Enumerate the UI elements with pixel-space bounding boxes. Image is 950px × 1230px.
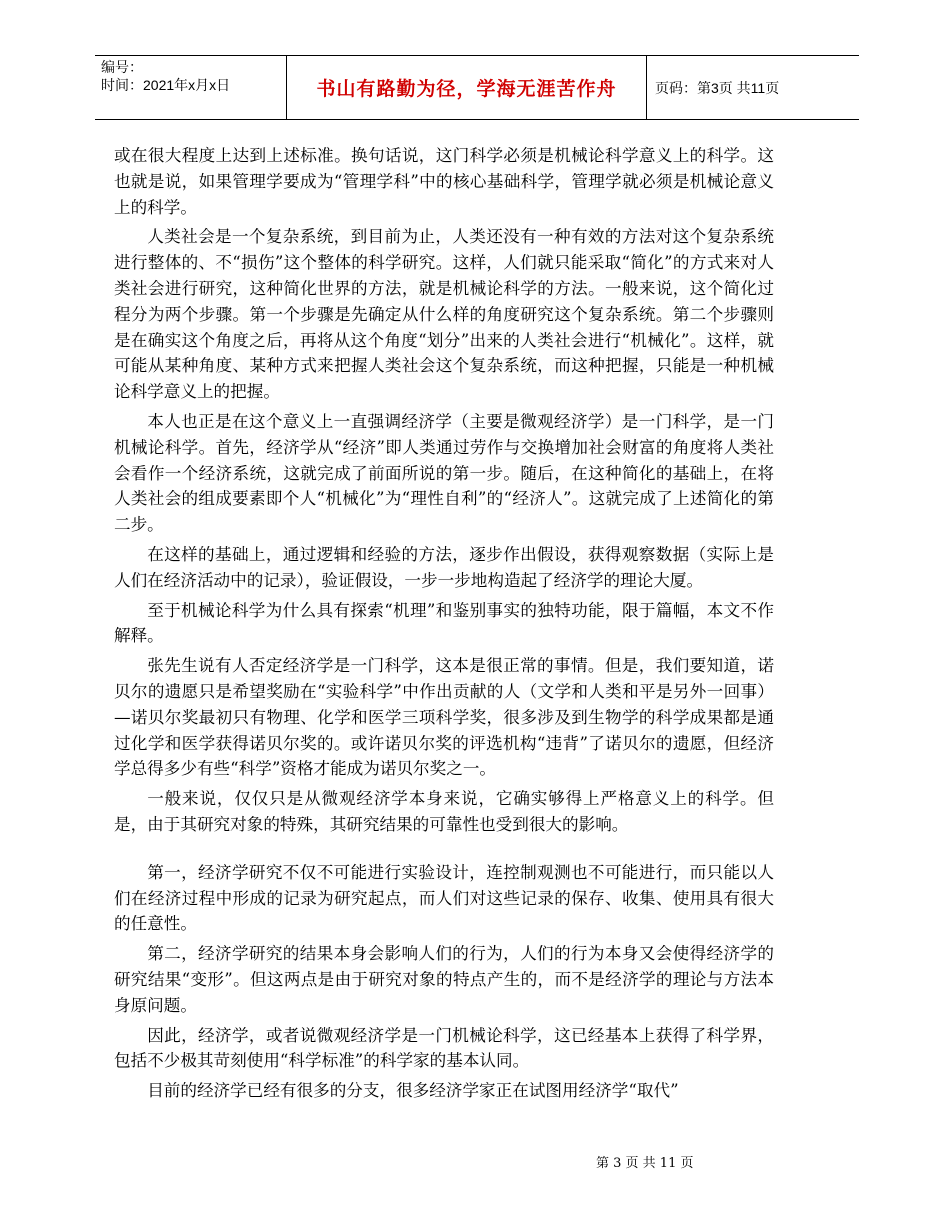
paragraph: 在这样的基础上，通过逻辑和经验的方法，逐步作出假设，获得观察数据（实际上是人们在经济活动中的记录），验证假设，一步一步地构造起了经济学的理论大厦。 — [114, 544, 774, 590]
number-label: 编号： — [101, 59, 143, 75]
paragraph: 目前的经济学已经有很多的分支，很多经济学家正在试图用经济学“取代” — [147, 1081, 679, 1101]
paragraph: 第一，经济学研究不仅不可能进行实验设计，连控制观测也不可能进行，而只能以人们在经济过程中形成的记录为研究起点，而人们对这些记录的保存、收集、使用具有很大的任意性。 — [114, 862, 774, 934]
header-motto: 书山有路勤为径，学海无涯苦作舟 — [286, 56, 647, 119]
paragraph-continuation: 或在很大程度上达到上述标准。换句话说，这门科学必须是机械论科学意义上的科学。这也就是说，如果管理学要成为“管理学科”中的核心基础科学，管理学就必须是机械论意义上的科学。 — [114, 146, 774, 217]
page-footer — [0, 1152, 950, 1171]
paragraph: 第二，经济学研究的结果本身会影响人们的行为，人们的行为本身又会使得经济学的研究结果“变形”。但这两点是由于研究对象的特点产生的，而不是经济学的理论与方法本身原问题。 — [114, 944, 774, 1015]
document-body — [114, 143, 774, 1108]
header-table — [95, 55, 859, 120]
paragraph: 至于机械论科学为什么具有探索“机理”和鉴别事实的独特功能，限于篇幅，本文不作解释。 — [114, 600, 774, 646]
paragraph: 一般来说，仅仅只是从微观经济学本身来说，它确实够得上严格意义上的科学。但是，由于其研究对象的特殊，其研究结果的可靠性也受到很大的影响。 — [114, 789, 774, 834]
footer-page-number: 第 3 页 共 11 页 — [596, 1156, 694, 1171]
time-label: 时间：2021年x月x日 — [101, 77, 231, 93]
paragraph: 张先生说有人否定经济学是一门科学，这本是很正常的事情。但是，我们要知道，诺贝尔的遗愿只是希望奖励在“实验科学”中作出贡献的人（文学和人类和平是另外一回事）—诺贝尔奖最初只有物理、化学和医学三项科学奖，很多涉及到生物学的科学成果都是通过化学和医学获得诺贝尔奖的。或许诺贝尔奖的评选机构“违背”了诺贝尔的遗愿，但经济学总得多少有些“科学”资格才能成为诺贝尔奖之一。 — [114, 656, 774, 779]
paragraph: 因此，经济学，或者说微观经济学是一门机械论科学，这已经基本上获得了科学界，包括不少极其苛刻使用“科学标准”的科学家的基本认同。 — [114, 1025, 774, 1071]
paragraph: 人类社会是一个复杂系统，到目前为止，人类还没有一种有效的方法对这个复杂系统进行整体的、不“损伤”这个整体的科学研究。这样，人们就只能采取“简化”的方式来对人类社会进行研究，这种简化世界的方法，就是机械论科学的方法。一般来说，这个简化过程分为两个步骤。第一个步骤是先确定从什么样的角度研究这个复杂系统。第二个步骤则是在确实这个角度之后，再将从这个角度“划分”出来的人类社会进行“机械化”。这样，就可能从某种角度、某种方式来把握人类社会这个复杂系统，而这种把握，只能是一种机械论科学意义上的把握。 — [114, 227, 774, 402]
header-page-info: 页码：第3页 共11页 — [655, 79, 780, 96]
paragraph: 本人也正是在这个意义上一直强调经济学（主要是微观经济学）是一门科学，是一门机械论科学。首先，经济学从“经济”即人类通过劳作与交换增加社会财富的角度将人类社会看作一个经济系统，这就完成了前面所说的第一步。随后，在这种简化的基础上，在将人类社会的组成要素即个人“机械化”为“理性自利”的“经济人”。这就完成了上述简化的第二步。 — [114, 411, 774, 535]
header-meta — [95, 56, 286, 119]
